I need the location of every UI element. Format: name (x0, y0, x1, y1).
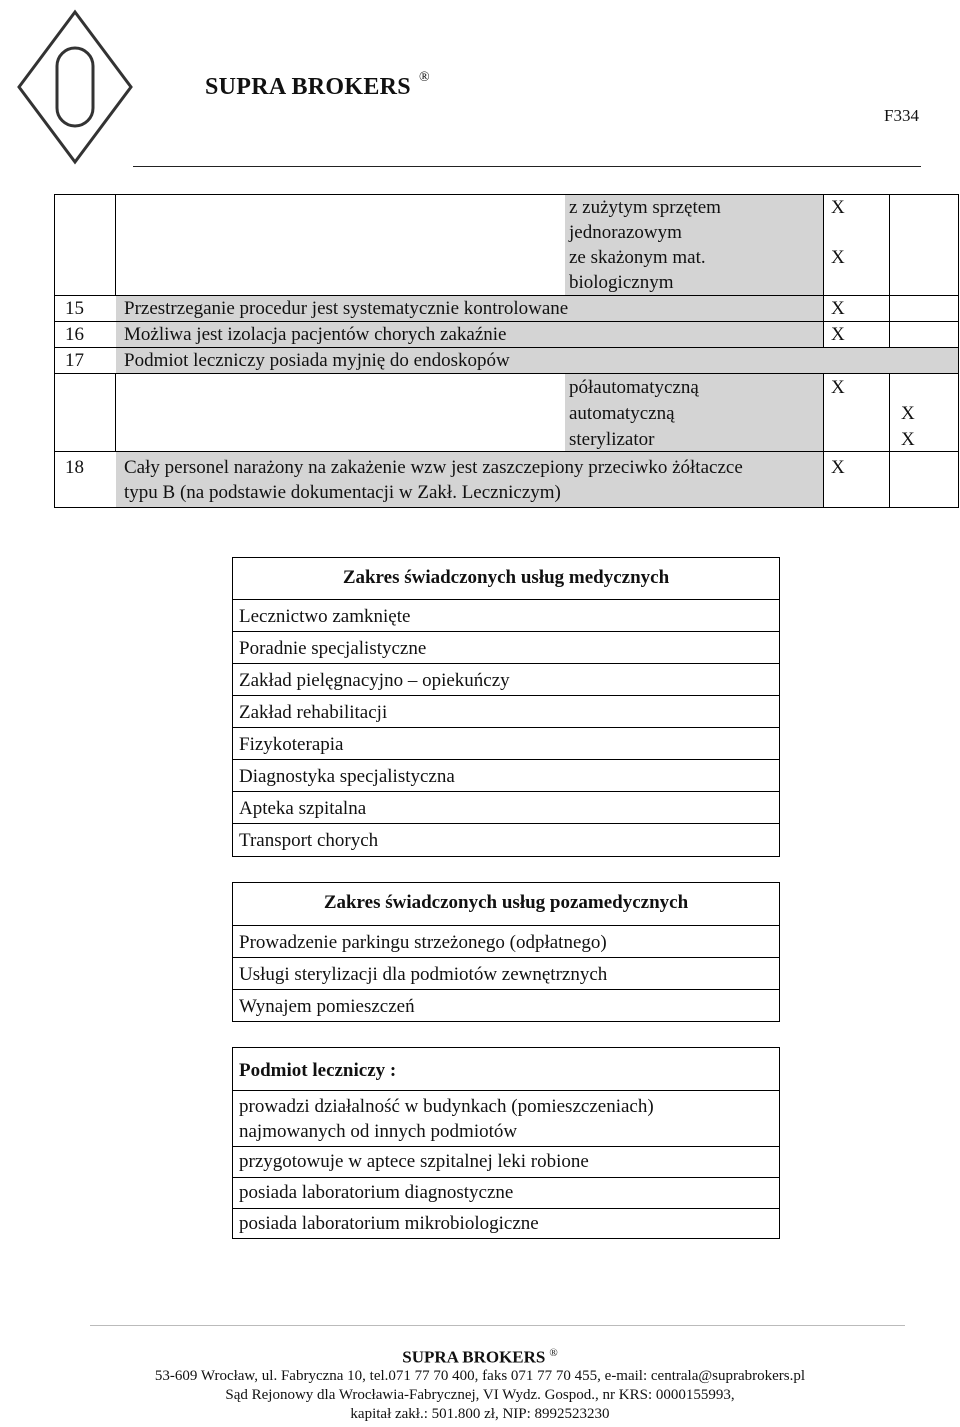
waste-mark: X (831, 197, 845, 218)
list-item (233, 1146, 779, 1178)
col-divider (889, 373, 890, 507)
list-item (233, 631, 779, 664)
row-divider (55, 373, 958, 374)
list-item (233, 791, 779, 824)
list-item (233, 989, 779, 1022)
list-item-label: najmowanych od innych podmiotów (239, 1121, 518, 1142)
sub-item-no: X (901, 403, 915, 424)
list-item (233, 1090, 779, 1147)
sub-item-no: X (901, 429, 915, 450)
row-text: Przestrzeganie procedur jest systematycznie kontrolowane (124, 298, 569, 319)
col-divider (115, 195, 116, 295)
list-item-label: Transport chorych (239, 830, 379, 851)
list-item-label: Wynajem pomieszczeń (239, 996, 415, 1017)
waste-item: ze skażonym mat. biologicznym (569, 247, 706, 293)
medical-services-box (232, 557, 780, 857)
checklist-table (54, 194, 959, 508)
registered-mark: ® (549, 1347, 558, 1359)
list-item-label: Apteka szpitalna (239, 798, 367, 819)
list-item-label: Prowadzenie parkingu strzeżonego (odpłatnego) (239, 932, 607, 953)
list-item-label: posiada laboratorium diagnostyczne (239, 1182, 514, 1203)
waste-mark: X (831, 247, 845, 268)
list-item (233, 1208, 779, 1239)
row-mark: X (831, 457, 845, 478)
header-divider (133, 166, 921, 167)
row-text: Cały personel narażony na zakażenie wzw jest zaszczepiony przeciwko żółtaczce typu B (na podstawie dokumentacji w Zakł. Leczniczym) (124, 457, 743, 503)
col-divider (889, 195, 890, 347)
list-item-label: Lecznictwo zamknięte (239, 606, 411, 627)
col-divider (823, 195, 824, 347)
footer-registry: Sąd Rejonowy dla Wrocławia-Fabrycznej, VI Wydz. Gospod., nr KRS: 0000155993, (225, 1387, 735, 1403)
list-item (233, 599, 779, 632)
entity-box (232, 1047, 780, 1239)
row-text: Możliwa jest izolacja pacjentów chorych zakaźnie (124, 324, 507, 345)
sub-item-label: półautomatyczną (569, 377, 699, 398)
row-number: 16 (65, 324, 84, 345)
list-item (233, 957, 779, 990)
row-number: 18 (65, 457, 84, 478)
row-number: 15 (65, 298, 84, 319)
sub-item-label: sterylizator (569, 429, 655, 450)
col-divider (115, 373, 116, 451)
list-item-label: Fizykoterapia (239, 734, 344, 755)
row-mark: X (831, 324, 845, 345)
list-item (233, 695, 779, 728)
sub-item-label: automatyczną (569, 403, 675, 424)
col-divider (823, 373, 824, 507)
company-logo (15, 8, 135, 166)
list-item-label: Usługi sterylizacji dla podmiotów zewnętrznych (239, 964, 608, 985)
list-item (233, 663, 779, 696)
list-item-label: Zakład pielęgnacyjno – opiekuńczy (239, 670, 510, 691)
sub-item-yes: X (831, 377, 845, 398)
footer-address: 53-609 Wrocław, ul. Fabryczna 10, tel.071 77 70 400, faks 071 77 70 455, e-mail: centrala@suprabrokers.pl (154, 1368, 806, 1384)
brand-name: SUPRA BROKERS ® (205, 70, 430, 100)
footer-capital: kapitał zakł.: 501.800 zł, NIP: 8992523230 (350, 1406, 610, 1422)
row-mark: X (831, 298, 845, 319)
medical-services-title: Zakres świadczonych usług medycznych (342, 567, 670, 588)
nonmedical-services-title: Zakres świadczonych usług pozamedycznych (323, 892, 689, 913)
footer-brand: SUPRA BROKERS ® (402, 1347, 558, 1367)
list-item (233, 925, 779, 958)
list-item (233, 1177, 779, 1209)
row-divider (55, 451, 958, 452)
entity-title: Podmiot leczniczy : (239, 1060, 397, 1081)
list-item-label: Poradnie specjalistyczne (239, 638, 427, 659)
footer-divider (90, 1325, 905, 1326)
list-item-label: Diagnostyka specjalistyczna (239, 766, 455, 787)
registered-mark: ® (418, 70, 430, 85)
waste-item: z zużytym sprzętem jednorazowym (569, 197, 721, 243)
list-item-label: przygotowuje w aptece szpitalnej leki robione (239, 1151, 589, 1172)
list-item-label: posiada laboratorium mikrobiologiczne (239, 1213, 539, 1234)
list-item-label: Zakład rehabilitacji (239, 702, 388, 723)
row-number: 17 (65, 350, 84, 371)
row-text: Podmiot leczniczy posiada myjnię do endoskopów (124, 350, 510, 371)
list-item (233, 759, 779, 792)
nonmedical-services-box (232, 882, 780, 1022)
list-item (233, 823, 779, 856)
list-item (233, 727, 779, 760)
document-code: F334 (884, 106, 919, 125)
list-item-label: prowadzi działalność w budynkach (pomieszczeniach) (239, 1096, 654, 1117)
